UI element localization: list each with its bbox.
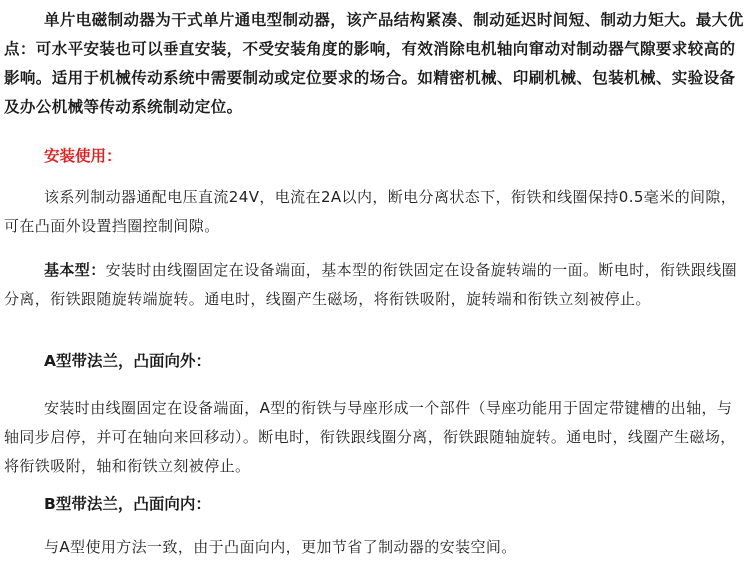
type-b-heading: B型带法兰，凸面向内： <box>44 495 211 513</box>
type-a-paragraph: 安装时由线圈固定在设备端面，A型的衔铁与导座形成一个部件（导座功能用于固定带键槽的出轴，与轴同步启停，并可在轴向来回移动）。断电时，衔铁跟线圈分离，衔铁跟随轴旋转。通电时，线圈产生磁场，将衔铁吸附，轴和衔铁立刻被停止。 <box>4 399 736 475</box>
type-a-heading: A型带法兰，凸面向外： <box>44 352 211 370</box>
type-b-paragraph: 与A型使用方法一致，由于凸面向内，更加节省了制动器的安装空间。 <box>44 538 517 556</box>
basic-type-paragraph <box>4 256 746 314</box>
install-heading: 安装使用： <box>44 147 122 165</box>
basic-type-text: 安装时由线圈固定在设备端面，基本型的衔铁固定在设备旋转端的一面。断电时，衔铁跟线圈分离，衔铁跟随旋转端旋转。通电时，线圈产生磁场，将衔铁吸附，旋转端和衔铁立刻被停止。 <box>4 261 738 308</box>
basic-type-label: 基本型： <box>44 261 106 279</box>
install-paragraph: 该系列制动器通配电压直流24V，电流在2A以内，断电分离状态下，衔铁和线圈保持0.5毫米的间隙，可在凸面外设置挡圈控制间隙。 <box>4 188 737 235</box>
intro-paragraph: 单片电磁制动器为干式单片通电型制动器，该产品结构紧凑、制动延迟时间短、制动力矩大。最大优点：可水平安装也可以垂直安装，不受安装角度的影响，有效消除电机轴向窜动对制动器气隙要求较高的影响。适用于机械传动系统中需要制动或定位要求的场合。如精密机械、印刷机械、包装机械、实验设备及办公机械等传动系统制动定位。 <box>4 11 744 116</box>
